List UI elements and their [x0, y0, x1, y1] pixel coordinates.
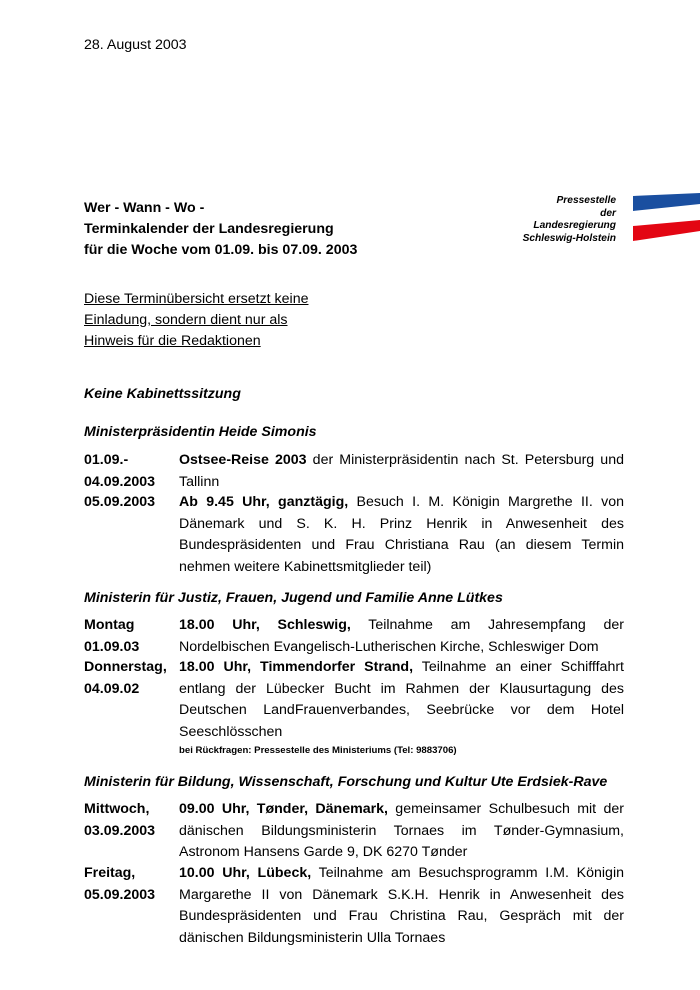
entry-highlight: 18.00 Uhr, Timmendorfer Strand, [179, 659, 414, 675]
press-line-4: Schleswig-Holstein [522, 232, 616, 244]
entry-text [179, 615, 624, 658]
entry-description: Teilnahme am Besuchsprogramm I.M. Königin Margarethe II von Dänemark S.K.H. Henrik in Anwesenheit des Bundespräsidenten und Frau Christina Rau, Gespräch mit der dänischen Bildungsministerin Ulla Tornaes [179, 865, 624, 946]
entry-highlight: Ab 9.45 Uhr, ganztägig, [179, 494, 349, 510]
no-cabinet-heading: Keine Kabinettssitzung [84, 386, 241, 402]
entry-description: Besuch I. M. Königin Margrethe II. von Dänemark und S. K. H. Prinz Henrik in Anwesenheit des Bundespräsidenten und Frau Christiana Rau (an diesem Termin nehmen weitere Kabinettsmitglieder teil) [179, 494, 624, 575]
calendar-entry [84, 657, 624, 743]
press-office-label [523, 195, 616, 245]
entry-date-line-2: 04.09.02 [84, 680, 140, 697]
entry-date-line-2: 05.09.2003 [84, 886, 156, 903]
logo-red-stripe [633, 220, 700, 241]
entry-highlight: Ostsee-Reise 2003 [179, 452, 307, 468]
header-line-2: Terminkalender der Landesregierung [84, 221, 334, 237]
entry-text [179, 799, 624, 864]
header-line-3: für die Woche vom 01.09. bis 07.09. 2003 [84, 242, 358, 258]
calendar-entry [84, 799, 624, 864]
entry-date-line-1: Mittwoch, [84, 801, 150, 817]
document-header [84, 198, 357, 261]
entry-description: gemeinsamer Schulbesuch mit der dänischen Bildungsministerin Tornaes im Tønder-Gymnasium, Astronom Hansens Garde 9, DK 6270 Tønder [179, 801, 624, 860]
entry-date [84, 863, 155, 906]
calendar-entry [84, 863, 624, 949]
calendar-entry [84, 615, 624, 658]
schleswig-holstein-logo [633, 193, 700, 243]
entry-highlight: 10.00 Uhr, Lübeck, [179, 865, 312, 881]
section-title: Ministerin für Bildung, Wissenschaft, Forschung und Kultur Ute Erdsiek-Rave [84, 774, 608, 790]
document-date: 28. August 2003 [84, 37, 187, 53]
entry-date [84, 657, 167, 700]
calendar-entry [84, 450, 624, 493]
notice-line-3: Hinweis für die Redaktionen [84, 333, 261, 349]
entry-date-line-1: Montag [84, 617, 135, 633]
entry-text [179, 657, 624, 743]
entry-description: der Ministerpräsidentin nach St. Petersburg und Tallinn [179, 452, 624, 490]
entry-date-line-1: 01.09.- [84, 452, 129, 468]
entry-date-line-2: 01.09.03 [84, 638, 140, 655]
entry-date-line-1: Donnerstag, [84, 659, 167, 675]
contact-note: bei Rückfragen: Pressestelle des Ministeriums (Tel: 9883706) [179, 745, 457, 756]
entry-text [179, 863, 624, 949]
section-title: Ministerpräsidentin Heide Simonis [84, 424, 317, 440]
calendar-entry [84, 492, 624, 578]
entry-description: Teilnahme am Jahresempfang der Nordelbischen Evangelisch-Lutherischen Kirche, Schleswiger Dom [179, 617, 624, 655]
notice-block [84, 289, 308, 352]
entry-text [179, 450, 624, 493]
entry-description: Teilnahme an einer Schifffahrt entlang der Lübecker Bucht im Rahmen der Klausurtagung des Deutschen LandFrauenverbandes, Seebrücke vor dem Hotel Seeschlösschen [179, 659, 624, 740]
entry-date-line-1: 05.09.2003 [84, 494, 156, 510]
press-line-3: Landesregierung [533, 220, 616, 232]
header-line-1: Wer - Wann - Wo - [84, 200, 205, 216]
entry-text [179, 492, 624, 578]
entry-date [84, 492, 155, 514]
section-title: Ministerin für Justiz, Frauen, Jugend und Familie Anne Lütkes [84, 590, 503, 606]
entry-date [84, 450, 155, 493]
notice-line-1: Diese Terminübersicht ersetzt keine [84, 291, 309, 307]
entry-highlight: 18.00 Uhr, Schleswig, [179, 617, 351, 633]
entry-date-line-2: 03.09.2003 [84, 822, 156, 839]
entry-date-line-1: Freitag, [84, 865, 136, 881]
entry-date [84, 799, 155, 842]
press-line-1: Pressestelle [556, 195, 616, 206]
entry-date-line-2: 04.09.2003 [84, 473, 156, 490]
logo-blue-stripe [633, 193, 700, 211]
entry-highlight: 09.00 Uhr, Tønder, Dänemark, [179, 801, 388, 817]
press-line-2: der [600, 207, 616, 219]
entry-date [84, 615, 139, 658]
notice-line-2: Einladung, sondern dient nur als [84, 312, 288, 328]
